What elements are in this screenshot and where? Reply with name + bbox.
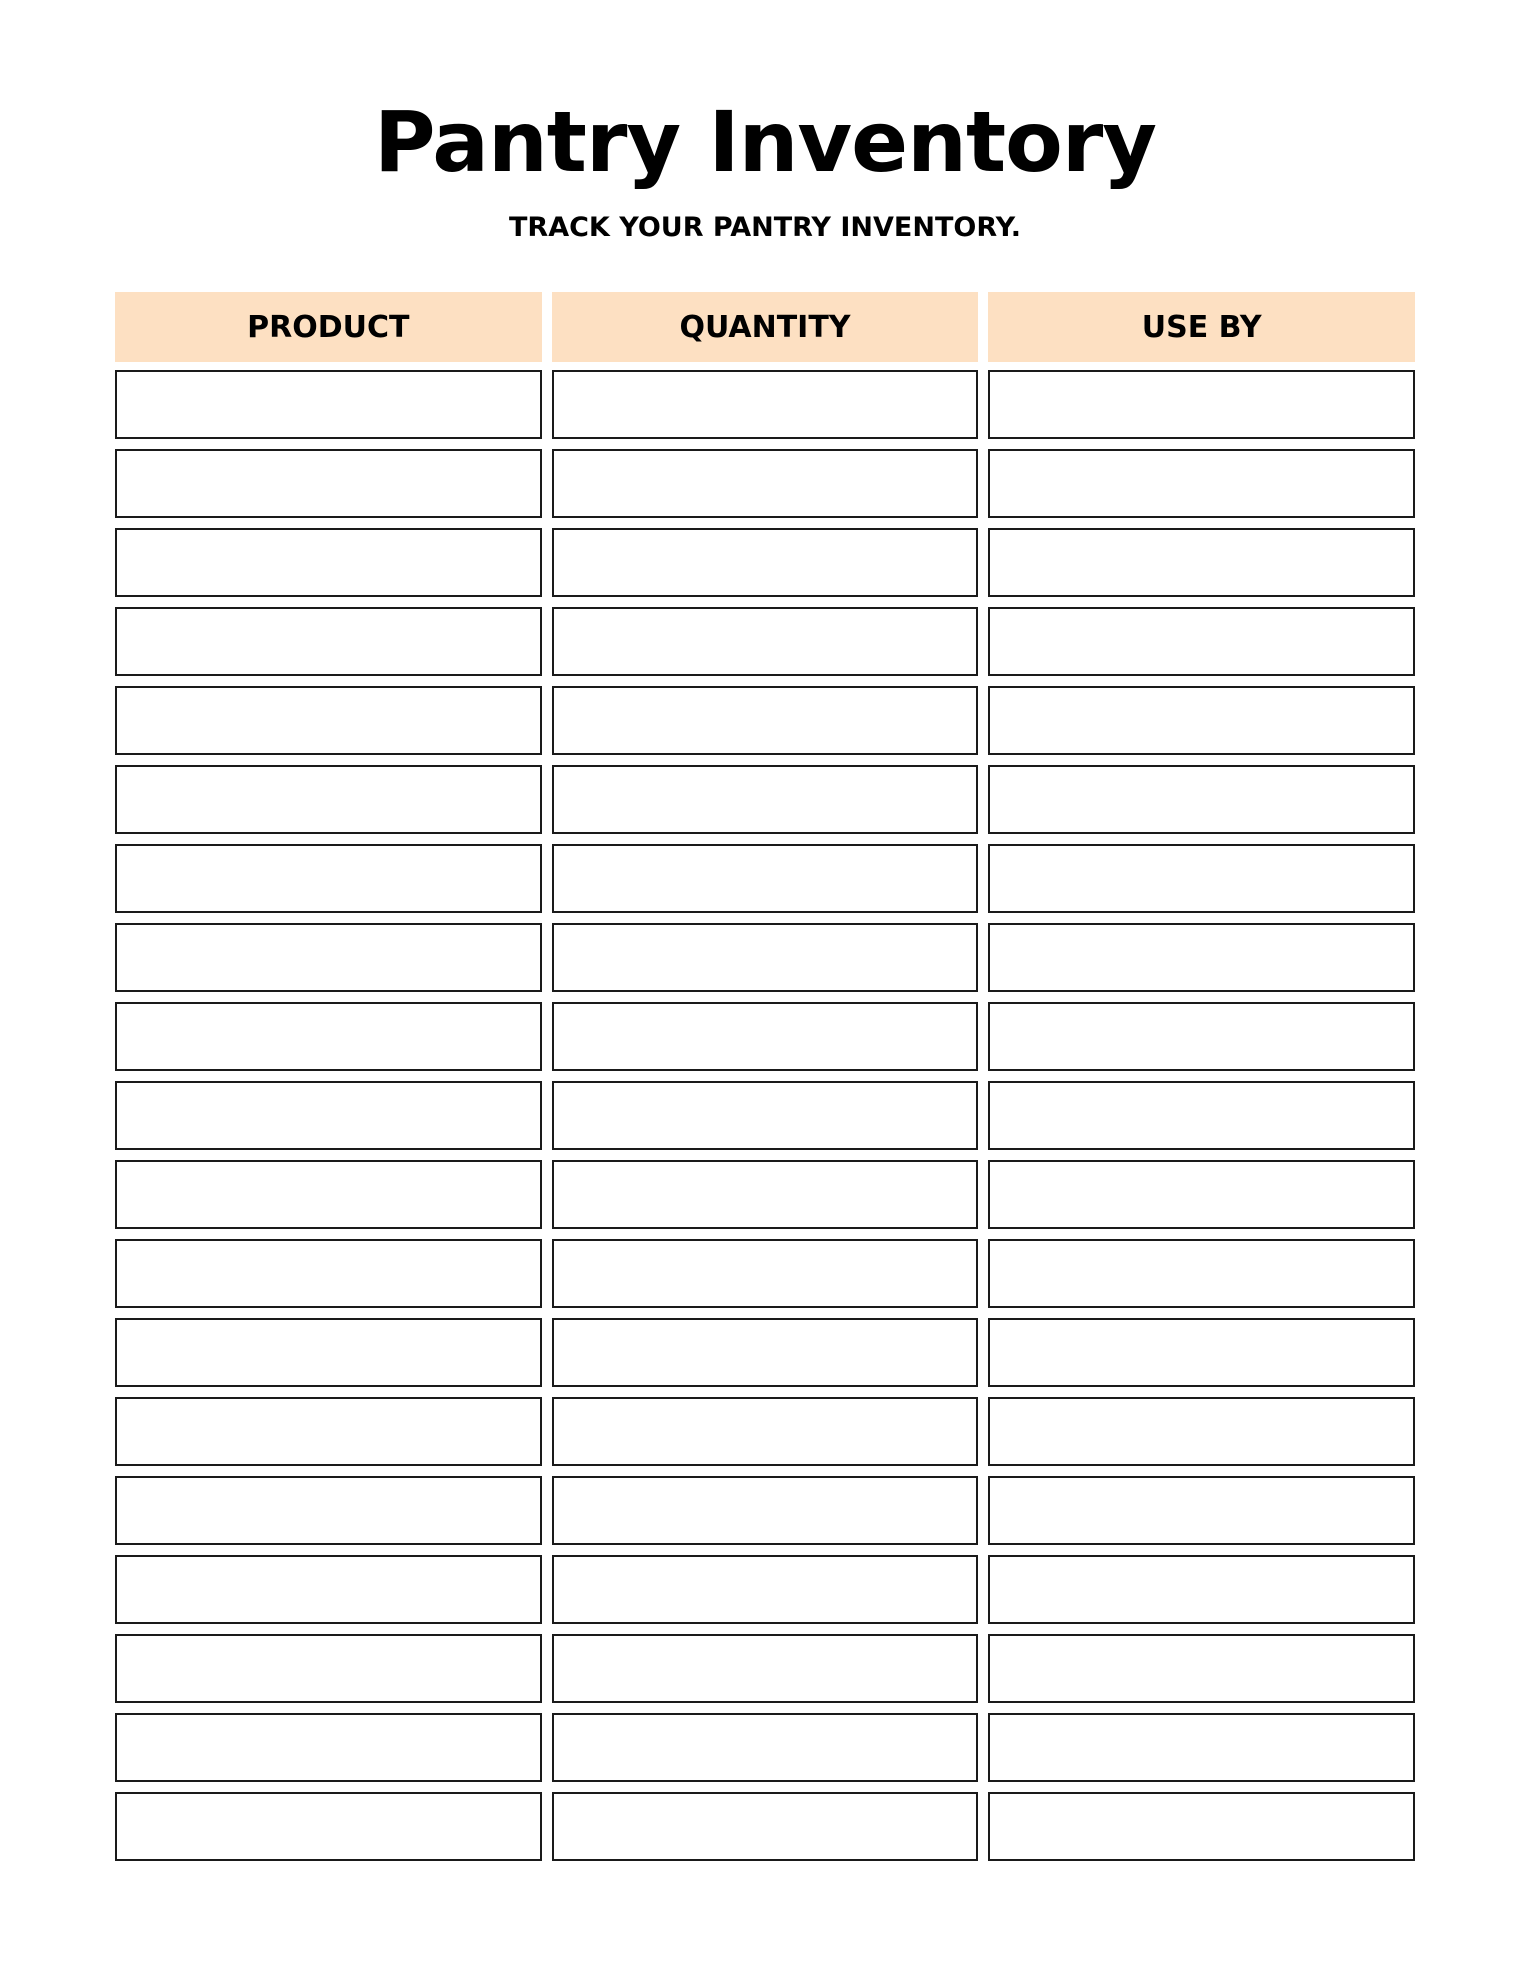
use-by-cell[interactable] bbox=[988, 1713, 1415, 1782]
product-cell[interactable] bbox=[115, 1634, 542, 1703]
product-cell[interactable] bbox=[115, 1555, 542, 1624]
quantity-cell[interactable] bbox=[552, 1397, 979, 1466]
product-cell[interactable] bbox=[115, 607, 542, 676]
product-cell[interactable] bbox=[115, 923, 542, 992]
quantity-cell[interactable] bbox=[552, 1713, 979, 1782]
table-row bbox=[115, 1002, 1415, 1071]
product-cell[interactable] bbox=[115, 1239, 542, 1308]
use-by-cell[interactable] bbox=[988, 765, 1415, 834]
quantity-cell[interactable] bbox=[552, 765, 979, 834]
product-cell[interactable] bbox=[115, 1318, 542, 1387]
product-cell[interactable] bbox=[115, 765, 542, 834]
product-cell[interactable] bbox=[115, 1081, 542, 1150]
product-cell[interactable] bbox=[115, 686, 542, 755]
product-cell[interactable] bbox=[115, 370, 542, 439]
use-by-cell[interactable] bbox=[988, 844, 1415, 913]
quantity-cell[interactable] bbox=[552, 1160, 979, 1229]
table-row bbox=[115, 1476, 1415, 1545]
inventory-table bbox=[115, 292, 1415, 1871]
quantity-cell[interactable] bbox=[552, 1081, 979, 1150]
use-by-cell[interactable] bbox=[988, 1002, 1415, 1071]
table-row bbox=[115, 1555, 1415, 1624]
use-by-cell[interactable] bbox=[988, 1634, 1415, 1703]
table-row bbox=[115, 1397, 1415, 1466]
quantity-cell[interactable] bbox=[552, 1318, 979, 1387]
column-header-product: PRODUCT bbox=[115, 292, 542, 362]
table-row bbox=[115, 1713, 1415, 1782]
quantity-cell[interactable] bbox=[552, 1476, 979, 1545]
use-by-cell[interactable] bbox=[988, 449, 1415, 518]
use-by-cell[interactable] bbox=[988, 1476, 1415, 1545]
table-row bbox=[115, 1634, 1415, 1703]
product-cell[interactable] bbox=[115, 1476, 542, 1545]
use-by-cell[interactable] bbox=[988, 1397, 1415, 1466]
product-cell[interactable] bbox=[115, 1160, 542, 1229]
product-cell[interactable] bbox=[115, 1713, 542, 1782]
use-by-cell[interactable] bbox=[988, 923, 1415, 992]
quantity-cell[interactable] bbox=[552, 844, 979, 913]
table-row bbox=[115, 1239, 1415, 1308]
quantity-cell[interactable] bbox=[552, 607, 979, 676]
table-row bbox=[115, 528, 1415, 597]
quantity-cell[interactable] bbox=[552, 370, 979, 439]
use-by-cell[interactable] bbox=[988, 1792, 1415, 1861]
product-cell[interactable] bbox=[115, 528, 542, 597]
use-by-cell[interactable] bbox=[988, 1239, 1415, 1308]
use-by-cell[interactable] bbox=[988, 370, 1415, 439]
column-header-quantity: QUANTITY bbox=[552, 292, 979, 362]
use-by-cell[interactable] bbox=[988, 1081, 1415, 1150]
quantity-cell[interactable] bbox=[552, 1792, 979, 1861]
quantity-cell[interactable] bbox=[552, 923, 979, 992]
quantity-cell[interactable] bbox=[552, 1239, 979, 1308]
use-by-cell[interactable] bbox=[988, 1160, 1415, 1229]
quantity-cell[interactable] bbox=[552, 686, 979, 755]
table-row bbox=[115, 1160, 1415, 1229]
use-by-cell[interactable] bbox=[988, 1318, 1415, 1387]
quantity-cell[interactable] bbox=[552, 449, 979, 518]
product-cell[interactable] bbox=[115, 1397, 542, 1466]
quantity-cell[interactable] bbox=[552, 1002, 979, 1071]
product-cell[interactable] bbox=[115, 844, 542, 913]
table-row bbox=[115, 1318, 1415, 1387]
use-by-cell[interactable] bbox=[988, 528, 1415, 597]
table-row bbox=[115, 1081, 1415, 1150]
table-row bbox=[115, 370, 1415, 439]
quantity-cell[interactable] bbox=[552, 528, 979, 597]
table-row bbox=[115, 923, 1415, 992]
table-row bbox=[115, 765, 1415, 834]
product-cell[interactable] bbox=[115, 449, 542, 518]
table-row bbox=[115, 1792, 1415, 1861]
table-body bbox=[115, 370, 1415, 1861]
use-by-cell[interactable] bbox=[988, 1555, 1415, 1624]
use-by-cell[interactable] bbox=[988, 607, 1415, 676]
page-subtitle: TRACK YOUR PANTRY INVENTORY. bbox=[509, 212, 1021, 243]
use-by-cell[interactable] bbox=[988, 686, 1415, 755]
column-header-use-by: USE BY bbox=[988, 292, 1415, 362]
page-title: Pantry Inventory bbox=[374, 93, 1156, 191]
product-cell[interactable] bbox=[115, 1002, 542, 1071]
table-header-row bbox=[115, 292, 1415, 362]
quantity-cell[interactable] bbox=[552, 1634, 979, 1703]
quantity-cell[interactable] bbox=[552, 1555, 979, 1624]
table-row bbox=[115, 607, 1415, 676]
table-row bbox=[115, 686, 1415, 755]
table-row bbox=[115, 844, 1415, 913]
table-row bbox=[115, 449, 1415, 518]
product-cell[interactable] bbox=[115, 1792, 542, 1861]
